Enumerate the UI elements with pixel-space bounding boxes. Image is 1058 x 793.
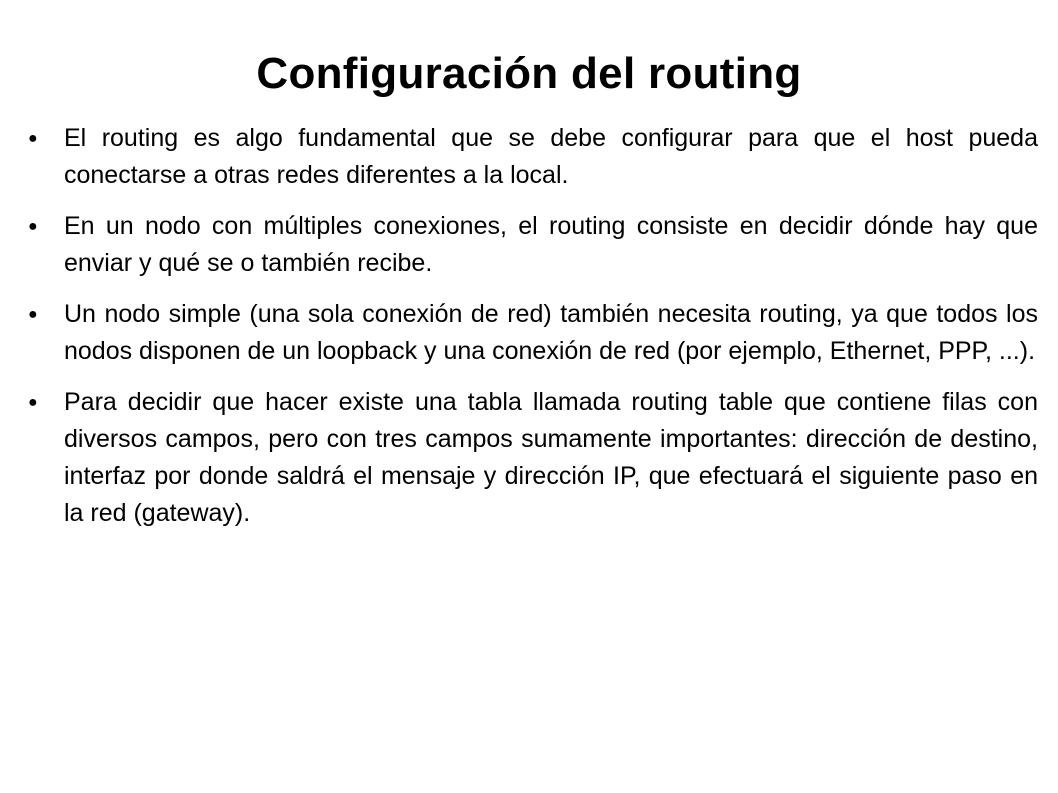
slide-title: Configuración del routing — [256, 49, 802, 98]
bullet-text-3: Un nodo simple (una sola conexión de red) también necesita routing, ya que todos los nodos disponen de un loopback y una conexión de red (por ejemplo, Ethernet, PPP, ...). — [64, 300, 1038, 365]
bullet-text-4: Para decidir que hacer existe una tabla llamada routing table que contiene filas con diversos campos, pero con tres campos sumamente importantes: dirección de destino, interfaz por donde saldrá el mensaje y dirección IP, que efectuará el siguiente paso en la red (gateway). — [64, 388, 1038, 527]
bullet-dot-icon: ● — [28, 306, 38, 323]
bullet-text-1: El routing es algo fundamental que se debe configurar para que el host pueda conectarse a otras redes diferentes a la local. — [64, 124, 1038, 189]
bullet-dot-icon: ● — [28, 394, 38, 411]
bullet-list — [28, 120, 1038, 546]
bullet-text-2: En un nodo con múltiples conexiones, el routing consiste en decidir dónde hay que enviar y qué se o también recibe. — [64, 212, 1038, 277]
bullet-item-3 — [28, 296, 1038, 370]
bullet-dot-icon: ● — [28, 130, 38, 147]
bullet-item-4 — [28, 384, 1038, 532]
bullet-item-2 — [28, 208, 1038, 282]
bullet-dot-icon: ● — [28, 218, 38, 235]
bullet-item-1 — [28, 120, 1038, 194]
